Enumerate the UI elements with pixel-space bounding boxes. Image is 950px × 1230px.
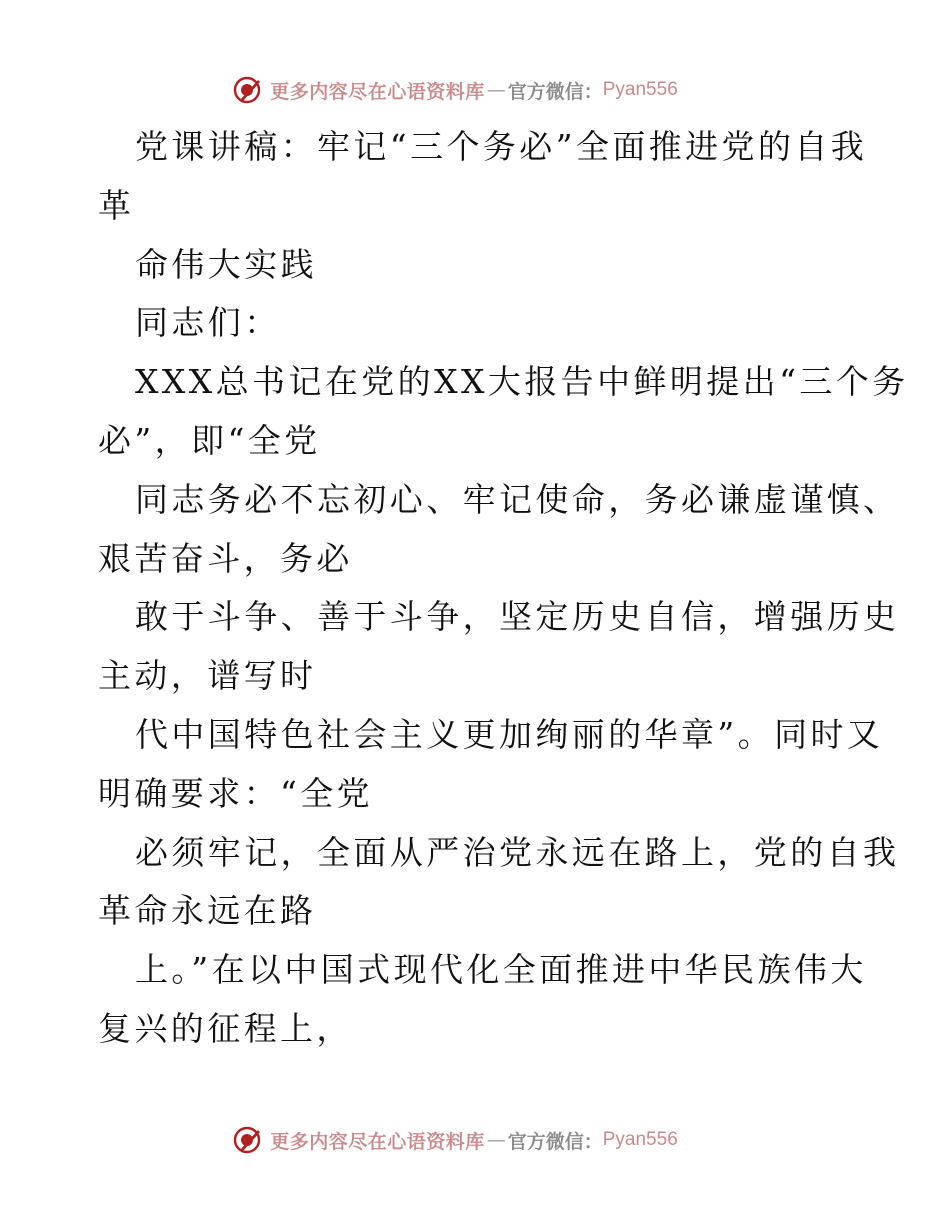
watermark-dash: — xyxy=(486,79,506,101)
text-line: 必须牢记，全面从严治党永远在路上，党的自我 xyxy=(135,832,900,872)
text-line: 代中国特色社会主义更加绚丽的华章”。同时又 xyxy=(135,714,884,754)
text-line: 主动，谱写时 xyxy=(98,656,317,696)
watermark-label: 官方微信： xyxy=(507,1130,603,1153)
pen-logo-icon xyxy=(232,75,262,105)
pen-logo-icon xyxy=(232,1125,262,1155)
text-line: XXX总书记在党的XX大报告中鲜明提出“三个务 xyxy=(135,362,909,402)
document-body xyxy=(98,118,909,1059)
watermark-dash: — xyxy=(486,1129,506,1151)
text-line: 复兴的征程上， xyxy=(98,1008,353,1048)
watermark-label: 官方微信： xyxy=(507,80,603,103)
text-line: 上。”在以中国式现代化全面推进中华民族伟大 xyxy=(135,950,867,990)
text-line: 明确要求：“全党 xyxy=(98,773,374,813)
text-line: 必”，即“全党 xyxy=(98,420,321,460)
text-line: 同志务必不忘初心、牢记使命，务必谦虚谨慎、 xyxy=(135,479,900,519)
header-watermark xyxy=(0,70,950,110)
text-line: 革命永远在路 xyxy=(98,891,317,931)
watermark-id: Pyan556 xyxy=(602,1129,678,1150)
watermark-text: 更多内容尽在心语资料库 xyxy=(270,80,485,103)
text-line: 党课讲稿：牢记“三个务必”全面推进党的自我 xyxy=(135,127,868,166)
watermark-text: 更多内容尽在心语资料库 xyxy=(270,1130,485,1153)
text-line: 革 xyxy=(98,185,135,225)
text-line: 艰苦奋斗，务必 xyxy=(98,538,353,578)
text-line: 敢于斗争、善于斗争，坚定历史自信，增强历史 xyxy=(135,597,900,637)
text-line: 同志们： xyxy=(135,303,281,343)
text-line: 命伟大实践 xyxy=(135,244,317,284)
watermark-id: Pyan556 xyxy=(602,79,678,100)
footer-watermark xyxy=(0,1120,950,1160)
